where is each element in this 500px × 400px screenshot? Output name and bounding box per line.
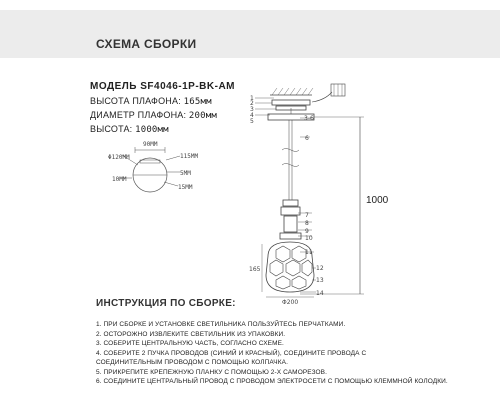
callout-10: 10	[305, 235, 313, 242]
callout-6: 6	[305, 135, 309, 142]
spec-value: 200мм	[188, 111, 217, 121]
instruction-step: 6. СОЕДИНИТЕ ЦЕНТРАЛЬНЫЙ ПРОВОД С ПРОВОДОМ ЭЛЕКТРОСЕТИ С ПОМОЩЬЮ КЛЕММНОЙ КОЛОДКИ.	[96, 378, 448, 385]
instruction-step: 2. ОСТОРОЖНО ИЗВЛЕКИТЕ СВЕТИЛЬНИК ИЗ УПАКОВКИ.	[96, 330, 286, 338]
callout-9: 9	[305, 228, 309, 235]
detail-left-low-label: 10MM	[112, 176, 127, 183]
spec-label: ВЫСОТА:	[90, 124, 133, 134]
spec-value: 1000мм	[135, 125, 169, 135]
detail-right-low-label: 15MM	[178, 184, 193, 191]
spec-value: 165мм	[183, 97, 212, 107]
detail-right-mid-label: 5MM	[180, 170, 191, 177]
instruction-step: 1. ПРИ СБОРКЕ И УСТАНОВКЕ СВЕТИЛЬНИКА ПОЛЬЗУЙТЕСЬ ПЕРЧАТКАМИ.	[96, 321, 346, 328]
callout-5: 5	[250, 118, 254, 125]
shade-height-label: 165	[249, 266, 261, 273]
callout-3: 3	[250, 106, 254, 113]
page-title: СХЕМА СБОРКИ	[96, 37, 197, 51]
detail-right-top-label: 115MM	[180, 153, 199, 160]
shade-diameter-label: Φ200	[282, 299, 299, 306]
instruction-step: 3. СОБЕРИТЕ ЦЕНТРАЛЬНУЮ ЧАСТЬ, СОГЛАСНО СХЕМЕ.	[96, 340, 284, 347]
spec-label: ВЫСОТА ПЛАФОНА:	[90, 96, 181, 106]
callout-11: 11	[305, 249, 313, 256]
detail-diameter-label: Φ120MM	[108, 154, 130, 161]
callout-12: 12	[316, 265, 324, 272]
detail-width-label: 90MM	[143, 141, 158, 148]
callout-14: 14	[316, 290, 324, 297]
instruction-step: 5. ПРИКРЕПИТЕ КРЕПЕЖНУЮ ПЛАНКУ С ПОМОЩЬЮ 2-Х САМОРЕЗОВ.	[96, 368, 328, 376]
spec-label: ДИАМЕТР ПЛАФОНА:	[90, 110, 187, 120]
model-name: МОДЕЛЬ SF4046-1P-BK-AM	[90, 81, 235, 92]
callout-2: 2	[250, 100, 254, 107]
callout-1: 1	[250, 95, 254, 102]
instruction-list	[96, 320, 496, 387]
callout-3-6: 3-6	[304, 115, 314, 122]
height-dimension-label: 1000	[366, 195, 389, 206]
instructions-title: ИНСТРУКЦИЯ ПО СБОРКЕ:	[96, 298, 236, 309]
callout-13: 13	[316, 277, 324, 284]
instruction-step: 4. СОБЕРИТЕ 2 ПУЧКА ПРОВОДОВ (СИНИЙ И КРАСНЫЙ), СОЕДИНИТЕ ПРОВОДА С СОЕДИНИТЕЛЬНЫМ ПРОВОДОМ С ПОМОЩЬЮ КОЛПАЧКА.	[96, 349, 367, 366]
callout-8: 8	[305, 220, 309, 227]
callout-4: 4	[250, 112, 254, 119]
callout-7: 7	[305, 212, 309, 219]
